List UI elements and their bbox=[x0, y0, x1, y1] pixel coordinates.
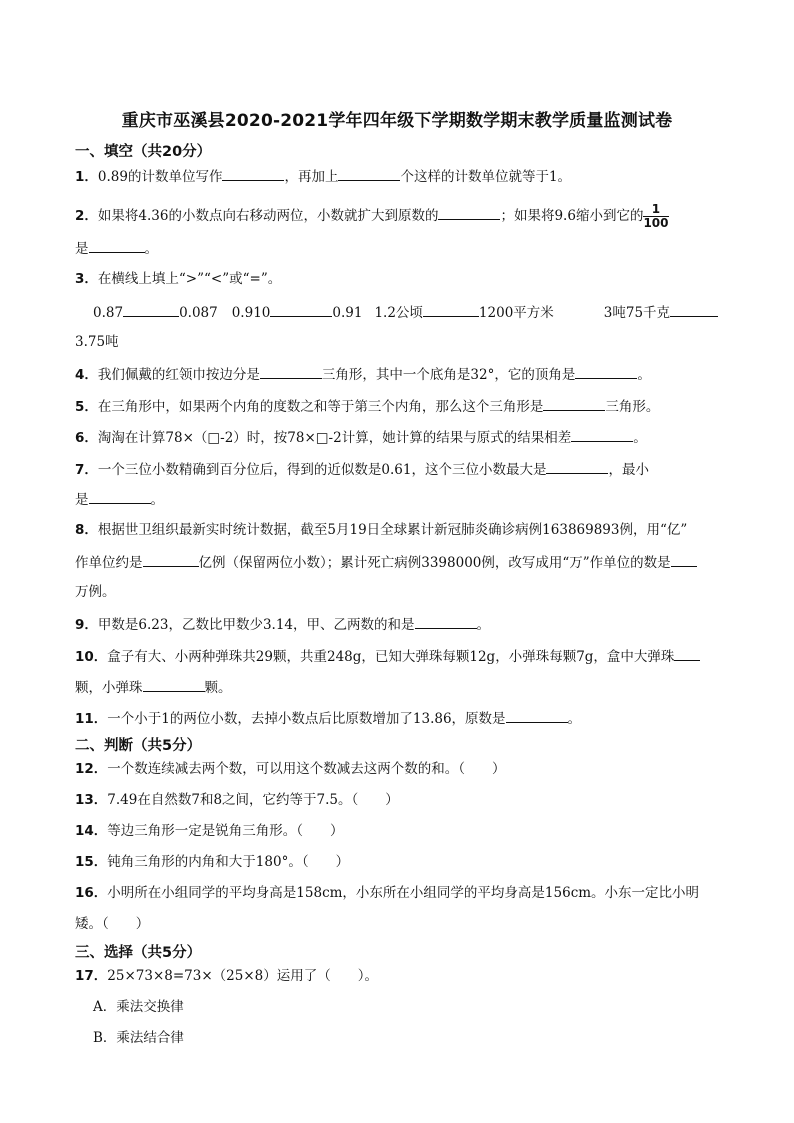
question-number: 9． bbox=[75, 617, 98, 633]
question-2: 2．如果将4.36的小数点向右移动两位，小数就扩大到原数的 ；如果将9.6缩小到它的 $\frac{1}{100}$ bbox=[75, 202, 669, 230]
question-5: 5．在三角形中，如果两个内角的度数之和等于第三个内角，那么这个三角形是 三角形。 bbox=[75, 396, 755, 416]
section-heading-fill-in: 一、填空（共20分） bbox=[75, 144, 212, 160]
question-number: 1． bbox=[75, 169, 98, 185]
question-number: 3． bbox=[75, 271, 98, 287]
answer-blank[interactable] bbox=[89, 489, 151, 504]
question-number: 15． bbox=[75, 854, 108, 870]
section-heading-true-false: 二、判断（共5分） bbox=[75, 738, 202, 754]
answer-blank[interactable] bbox=[546, 459, 608, 474]
answer-blank[interactable] bbox=[415, 614, 477, 629]
question-16-cont: 矮。（ ） bbox=[75, 916, 150, 932]
answer-blank[interactable] bbox=[260, 364, 322, 379]
question-15: 15．钝角三角形的内角和大于180°。（ ） bbox=[75, 854, 350, 870]
question-number: 10． bbox=[75, 649, 108, 665]
question-17: 17．25×73×8=73×（25×8）运用了（ ）。 bbox=[75, 968, 378, 984]
question-13: 13．7.49在自然数7和8之间，它约等于7.5。（ ） bbox=[75, 792, 399, 808]
question-number: 14． bbox=[75, 823, 108, 839]
answer-blank[interactable] bbox=[222, 166, 284, 181]
question-10-cont: 颗，小弹珠 颗。 bbox=[75, 677, 755, 697]
answer-blank[interactable] bbox=[506, 708, 568, 723]
question-9: 9．甲数是6.23，乙数比甲数少3.14，甲、乙两数的和是 。 bbox=[75, 614, 755, 634]
question-number: 13． bbox=[75, 792, 108, 808]
section-heading-multiple-choice: 三、选择（共5分） bbox=[75, 945, 202, 961]
question-8-cont: 作单位约是 亿例（保留两位小数）；累计死亡病例3398000例，改写成用“万”作单位的数是 bbox=[75, 552, 755, 572]
comparison-row: 0.87 0.087 0.910 0.91 1.2公顷 1200平方米 3吨75千克 bbox=[93, 302, 773, 322]
answer-blank[interactable] bbox=[143, 677, 205, 692]
question-11: 11．一个小于1的两位小数，去掉小数点后比原数增加了13.86，原数是 。 bbox=[75, 708, 755, 728]
choice-option-b[interactable]: B．乘法结合律 bbox=[93, 1030, 184, 1046]
question-3-cont: 3.75吨 bbox=[75, 334, 119, 350]
question-12: 12．一个数连续减去两个数，可以用这个数减去这两个数的和。（ ） bbox=[75, 761, 506, 777]
question-number: 7． bbox=[75, 462, 98, 478]
answer-blank[interactable] bbox=[143, 552, 199, 567]
answer-blank[interactable] bbox=[571, 427, 633, 442]
comparison-blank[interactable] bbox=[123, 302, 179, 317]
question-number: 5． bbox=[75, 399, 98, 415]
question-number: 16． bbox=[75, 885, 108, 901]
question-1: 1．0.89的计数单位写作 ，再加上 个这样的计数单位就等于1。 bbox=[75, 166, 755, 186]
question-6: 6．淘淘在计算78×（□-2）时，按78×□-2计算，她计算的结果与原式的结果相差 。 bbox=[75, 427, 755, 447]
question-number: 8． bbox=[75, 522, 98, 538]
answer-blank[interactable] bbox=[438, 205, 500, 220]
comparison-blank[interactable] bbox=[270, 302, 332, 317]
answer-blank[interactable] bbox=[338, 166, 400, 181]
answer-blank[interactable] bbox=[674, 646, 700, 661]
question-number: 11． bbox=[75, 711, 108, 727]
answer-blank[interactable] bbox=[575, 364, 637, 379]
question-number: 6． bbox=[75, 430, 98, 446]
question-7-cont: 是 。 bbox=[75, 489, 755, 509]
answer-blank[interactable] bbox=[89, 238, 145, 253]
choice-option-a[interactable]: A．乘法交换律 bbox=[93, 999, 184, 1015]
question-number: 4． bbox=[75, 367, 98, 383]
answer-blank[interactable] bbox=[671, 552, 697, 567]
question-4: 4．我们佩戴的红领巾按边分是 三角形，其中一个底角是32°，它的顶角是 。 bbox=[75, 364, 755, 384]
question-3: 3．在横线上填上“>”“<”或“=”。 bbox=[75, 271, 282, 287]
question-8: 8．根据世卫组织最新实时统计数据，截至5月19日全球累计新冠肺炎确诊病例163869893例，用“亿” bbox=[75, 522, 688, 538]
question-number: 17． bbox=[75, 968, 108, 984]
question-number: 12． bbox=[75, 761, 108, 777]
question-7: 7．一个三位小数精确到百分位后，得到的近似数是0.61，这个三位小数最大是 ，最小 bbox=[75, 459, 755, 479]
fraction-one-hundredth: $\frac{1}{100}$ bbox=[643, 202, 669, 230]
exam-title: 重庆市巫溪县2020-2021学年四年级下学期数学期末教学质量监测试卷 bbox=[121, 111, 673, 131]
question-10: 10．盒子有大、小两种弹珠共29颗，共重248g，已知大弹珠每颗12g，小弹珠每颗7g，盒中大弹珠 bbox=[75, 646, 755, 666]
comparison-blank[interactable] bbox=[423, 302, 479, 317]
question-16: 16．小明所在小组同学的平均身高是158cm，小东所在小组同学的平均身高是156cm。小东一定比小明 bbox=[75, 885, 700, 901]
question-8-cont2: 万例。 bbox=[75, 584, 116, 600]
question-number: 2． bbox=[75, 208, 98, 224]
comparison-blank[interactable] bbox=[670, 302, 718, 317]
answer-blank[interactable] bbox=[543, 396, 605, 411]
question-2-cont: 是 。 bbox=[75, 238, 755, 258]
question-14: 14．等边三角形一定是锐角三角形。（ ） bbox=[75, 823, 344, 839]
